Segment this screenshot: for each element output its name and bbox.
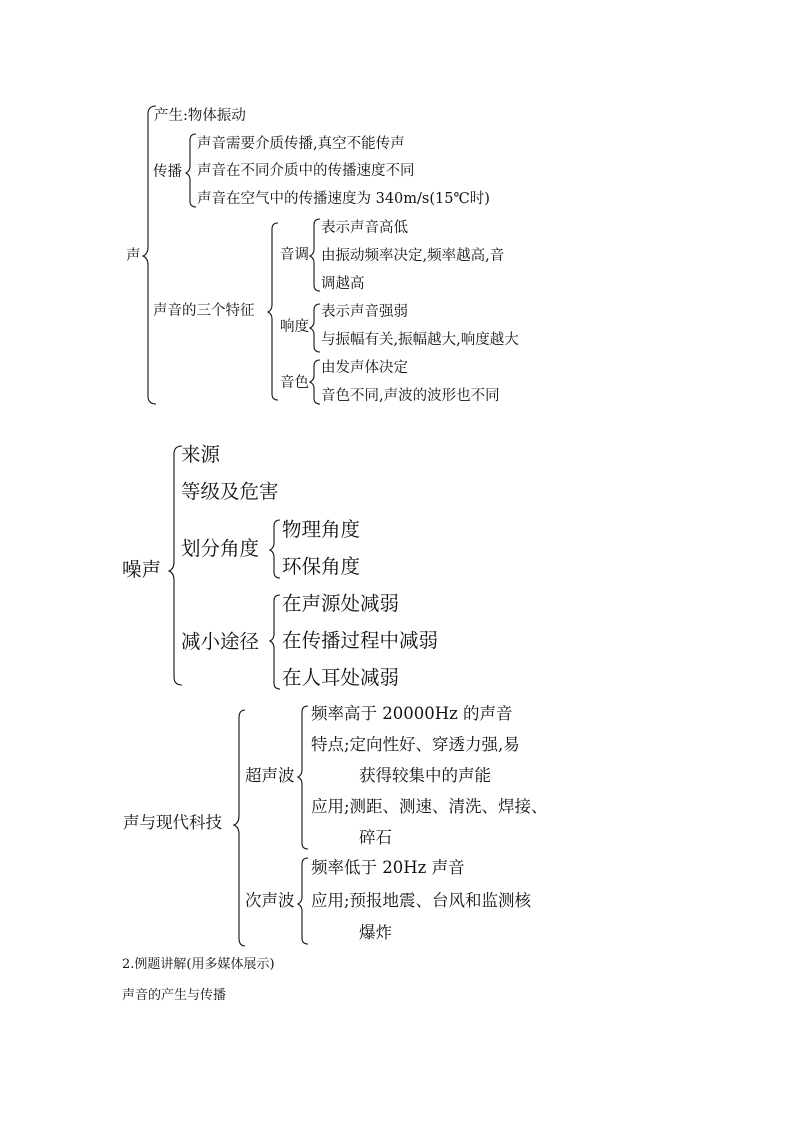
section-subheading: 声音的产生与传播 (122, 988, 227, 1003)
classify-label: 划分角度 (181, 537, 260, 560)
ultrasonic-line: 频率高于 20000Hz 的声音 (311, 704, 513, 723)
brace-classify (270, 520, 280, 578)
loudness-item: 表示声音强弱 (321, 304, 408, 320)
features-label: 声音的三个特征 (153, 303, 255, 319)
brace-reduce (270, 595, 280, 689)
pitch-item: 表示声音高低 (321, 220, 408, 236)
sound-production: 产生:物体振动 (154, 108, 246, 124)
propagation-item: 声音在空气中的传播速度为 340m/s(15℃时) (197, 191, 490, 207)
noise-item: 等级及危害 (181, 480, 279, 503)
pitch-label: 音调 (280, 247, 309, 263)
pitch-item: 调越高 (321, 276, 365, 292)
section-heading: 2.例题讲解(用多媒体展示) (122, 957, 275, 972)
ultrasonic-line: 应用;测距、测速、清洗、焊接、 (311, 797, 548, 816)
brace-features (268, 223, 278, 400)
brace-sound (143, 106, 156, 404)
infrasonic-line: 爆炸 (359, 923, 392, 942)
ultrasonic-line: 获得较集中的声能 (359, 766, 491, 785)
ultrasonic-line: 特点;定向性好、穿透力强,易 (311, 735, 520, 754)
brace-timbre (310, 360, 320, 404)
classify-item: 环保角度 (282, 555, 361, 578)
infrasonic-line: 应用;预报地震、台风和监测核 (311, 891, 532, 910)
classify-item: 物理角度 (282, 518, 361, 541)
loudness-item: 与振幅有关,振幅越大,响度越大 (321, 332, 519, 348)
infrasonic-line: 频率低于 20Hz 声音 (311, 858, 465, 877)
timbre-label: 音色 (280, 375, 309, 391)
brace-loudness (310, 304, 320, 352)
noise-root: 噪声 (122, 558, 162, 581)
tech-root: 声与现代科技 (123, 813, 222, 832)
propagation-item: 声音需要介质传播,真空不能传声 (197, 136, 405, 152)
infrasonic-label: 次声波 (245, 891, 295, 910)
timbre-item: 由发声体决定 (321, 360, 408, 376)
sound-root: 声 (126, 248, 141, 264)
brace-pitch (310, 219, 320, 291)
ultrasonic-line: 碎石 (359, 828, 392, 847)
reduce-item: 在传播过程中减弱 (282, 629, 439, 652)
ultrasonic-label: 超声波 (245, 766, 295, 785)
brace-ultrasonic (298, 706, 308, 849)
reduce-item: 在人耳处减弱 (282, 666, 400, 689)
propagation-label: 传播 (153, 164, 182, 180)
propagation-item: 声音在不同介质中的传播速度不同 (197, 163, 415, 179)
brace-tech (234, 710, 245, 946)
noise-item: 来源 (181, 443, 221, 466)
pitch-item: 由振动频率决定,频率越高,音 (321, 248, 505, 264)
timbre-item: 音色不同,声波的波形也不同 (321, 388, 500, 404)
reduce-item: 在声源处减弱 (282, 592, 400, 615)
brace-infrasonic (298, 858, 308, 944)
loudness-label: 响度 (280, 319, 309, 335)
brace-propagation (186, 134, 196, 207)
reduce-label: 减小途径 (181, 630, 260, 653)
